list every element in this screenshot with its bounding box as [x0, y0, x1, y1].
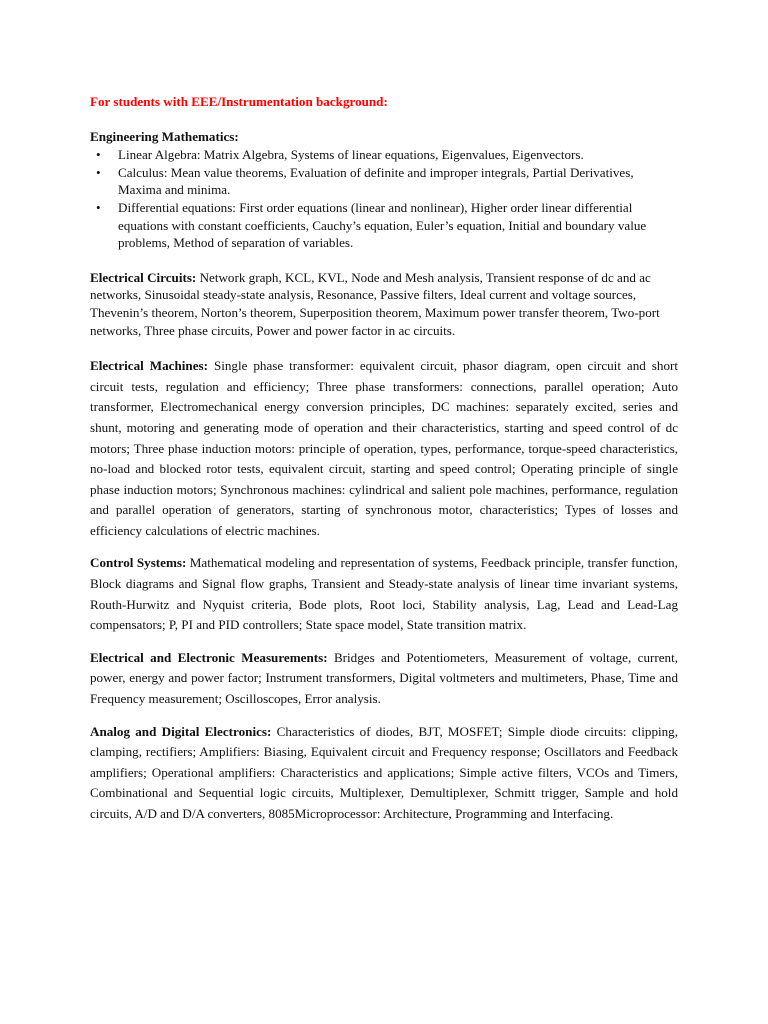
section-measurements	[90, 648, 678, 710]
engineering-mathematics-list	[90, 146, 678, 252]
section-electrical-circuits	[90, 269, 678, 339]
section-body: Single phase transformer: equivalent circuit, phasor diagram, open circuit and short circuit tests, regulation and efficiency; Three phase transformers: connections, parallel operation; Auto transformer, Electromechanical energy conversion principles, DC machines: separately excited, series and shunt, motoring and generating mode of operation and their characteristics, starting and speed control of dc motors; Three phase induction motors: principle of operation, types, performance, torque-speed characteristics, no-load and blocked rotor tests, equivalent circuit, starting and speed control; Operating principle of single phase induction motors; Synchronous machines: cylindrical and salient pole machines, performance, regulation and parallel operation of generators, starting of synchronous motor, characteristics; Types of losses and efficiency calculations of electric machines.	[90, 358, 678, 538]
section-title: Analog and Digital Electronics:	[90, 723, 272, 739]
document-heading: For students with EEE/Instrumentation background:	[90, 94, 388, 109]
section-body: Characteristics of diodes, BJT, MOSFET; Simple diode circuits: clipping, clamping, rectifiers; Amplifiers: Biasing, Equivalent circuit and Frequency response; Oscillators and Feedback amplifiers; Operational amplifiers: Characteristics and applications; Simple active filters, VCOs and Timers, Combinational and Sequential logic circuits, Multiplexer, Demultiplexer, Schmitt trigger, Sample and hold circuits, A/D and D/A converters, 8085Microprocessor: Architecture, Programming and Interfacing.	[90, 723, 678, 821]
section-electrical-machines	[90, 356, 678, 541]
section-title: Control Systems:	[90, 555, 187, 571]
list-item-text: Linear Algebra: Matrix Algebra, Systems of linear equations, Eigenvalues, Eigenvectors.	[118, 147, 584, 163]
section-body: Bridges and Potentiometers, Measurement of voltage, current, power, energy and power factor; Instrument transformers, Digital voltmeters and multimeters, Phase, Time and Frequency measurement; Oscilloscopes, Error analysis.	[90, 649, 678, 707]
engineering-mathematics-title: Engineering Mathematics:	[90, 128, 239, 144]
document-page	[90, 93, 678, 837]
list-item	[96, 146, 678, 164]
list-item	[96, 199, 678, 252]
section-analog-digital-electronics	[90, 722, 678, 825]
list-item-text: Differential equations: First order equations (linear and nonlinear), Higher order linear differential equations with constant coefficients, Cauchy’s equation, Euler’s equation, Initial and boundary value problems, Method of separation of variables.	[118, 199, 647, 251]
section-title: Electrical Circuits:	[90, 269, 197, 285]
section-body: Mathematical modeling and representation of systems, Feedback principle, transfer function, Block diagrams and Signal flow graphs, Transient and Steady-state analysis of linear time invariant systems, Routh-Hurwitz and Nyquist criteria, Bode plots, Root loci, Stability analysis, Lag, Lead and Lead-Lag compensators; P, PI and PID controllers; State space model, State transition matrix.	[90, 555, 678, 633]
bullet-icon: •	[96, 147, 101, 163]
section-title: Electrical Machines:	[90, 358, 208, 374]
section-control-systems	[90, 553, 678, 635]
list-item-text: Calculus: Mean value theorems, Evaluation of definite and improper integrals, Partial Derivatives, Maxima and minima.	[118, 164, 634, 198]
section-body: Network graph, KCL, KVL, Node and Mesh analysis, Transient response of dc and ac networks, Sinusoidal steady-state analysis, Resonance, Passive filters, Ideal current and voltage sources, Thevenin’s theorem, Norton’s theorem, Superposition theorem, Maximum power transfer theorem, Two-port networks, Three phase circuits, Power and power factor in ac circuits.	[90, 269, 660, 338]
section-title: Electrical and Electronic Measurements:	[90, 649, 328, 665]
list-item	[96, 164, 678, 199]
bullet-icon: •	[96, 199, 101, 215]
bullet-icon: •	[96, 164, 101, 180]
